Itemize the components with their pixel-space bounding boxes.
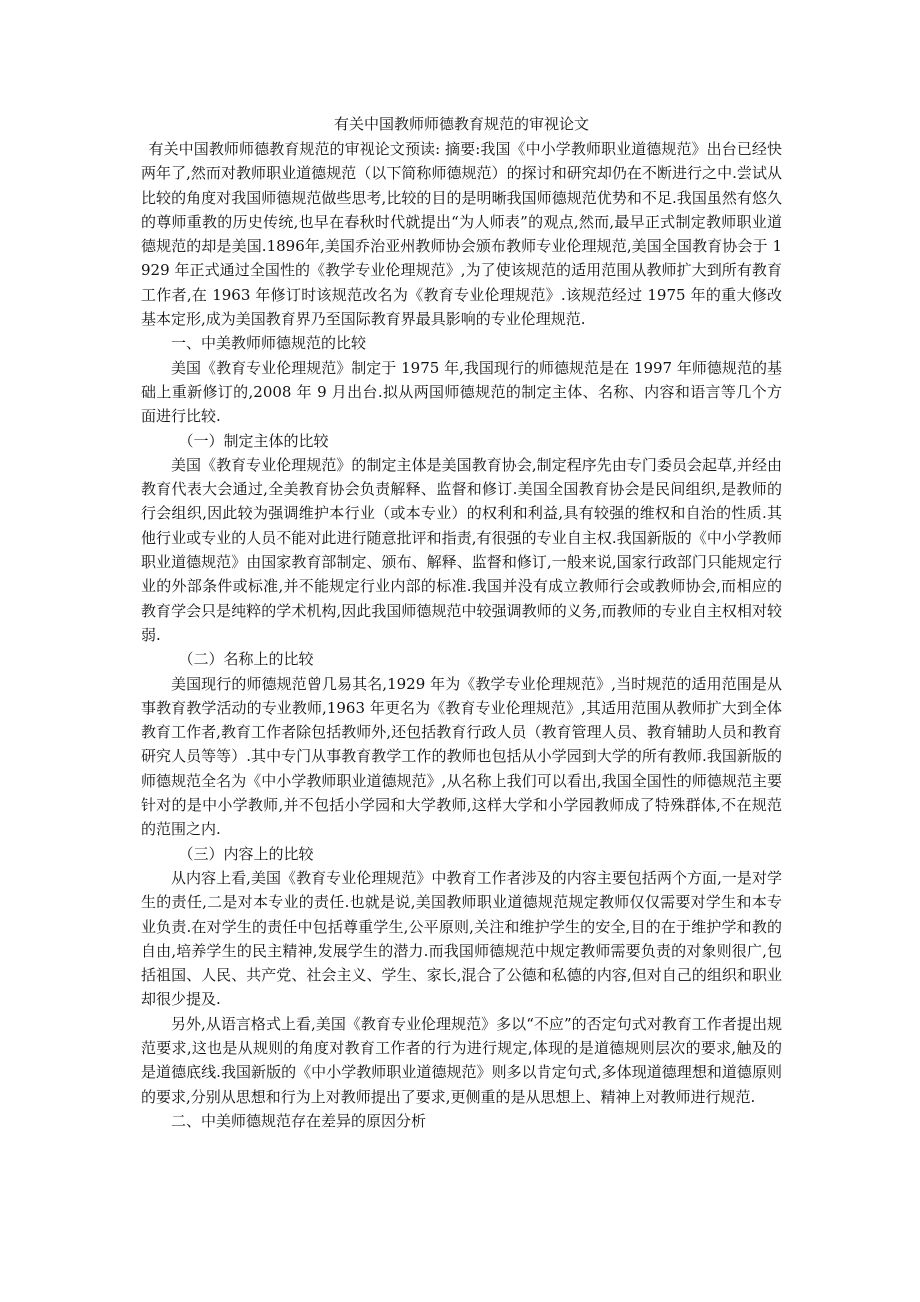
subsection1-paragraph: 美国《教育专业伦理规范》的制定主体是美国教育协会,制定程序先由专门委员会起草,并经由教育代表大会通过,全美教育协会负责解释、监督和修订.美国全国教育协会是民间组织,是教师的行会组织,因此较为强调维护本行业（或本专业）的权利和利益,具有较强的维权和自治的性质.其他行业或专业的人员不能对此进行随意批评和指责,有很强的专业自主权.我国新版的《中小学教师职业道德规范》由国家教育部制定、颁布、解释、监督和修订,一般来说,国家行政部门只能规定行业的外部条件或标准,并不能规定行业内部的标准.我国并没有成立教师行会或教师协会,而相应的教育学会只是纯粹的学术机构,因此我国师德规范中较强调教师的义务,而教师的专业自主权相对较弱.	[141, 455, 782, 644]
subsection3-paragraph-1: 从内容上看,美国《教育专业伦理规范》中教育工作者涉及的内容主要包括两个方面,一是对学生的责任,二是对本专业的责任.也就是说,美国教师职业道德规范规定教师仅仅需要对学生和本专业负责.在对学生的责任中包括尊重学生,公平原则,关注和维护学生的安全,目的在于维护学和教的自由,培养学生的民主精神,发展学生的潜力.而我国师德规范中规定教师需要负责的对象则很广,包括祖国、人民、共产党、社会主义、学生、家长,混合了公德和私德的内容,但对自己的组织和职业却很少提及.	[141, 868, 782, 1009]
subsection3-heading: （三）内容上的比较	[178, 844, 314, 863]
section2-heading: 二、中美师德规范存在差异的原因分析	[171, 1111, 427, 1130]
subsection2-paragraph: 美国现行的师德规范曾几易其名,1929 年为《教学专业伦理规范》,当时规范的适用范围是从事教育教学活动的专业教师,1963 年更名为《教育专业伦理规范》,其适用范围从教师扩大到全体教育工作者,教育工作者除包括教师外,还包括教育行政人员（教育管理人员、教育辅助人员和教育研究人员等等）.其中专门从事教育教学工作的教师也包括从小学园到大学的所有教师.我国新版的师德规范全名为《中小学教师职业道德规范》,从名称上我们可以看出,我国全国性的师德规范主要针对的是中小学教师,并不包括小学园和大学教师,这样大学和小学园教师成了特殊群体,不在规范的范围之内.	[141, 674, 782, 839]
document-page	[141, 112, 782, 1133]
subsection2-heading: （二）名称上的比较	[178, 650, 314, 669]
subsection3-paragraph-2: 另外,从语言格式上看,美国《教育专业伦理规范》多以“不应”的否定句式对教育工作者提出规范要求,这也是从规则的角度对教育工作者的行为进行规定,体现的是道德规则层次的要求,触及的是道德底线.我国新版的《中小学教师职业道德规范》则多以肯定句式,多体现道德理想和道德原则的要求,分别从思想和行为上对教师提出了要求,更侧重的是从思想上、精神上对教师进行规范.	[141, 1014, 782, 1106]
section1-heading: 一、中美教师师德规范的比较	[171, 334, 367, 353]
intro-paragraph: 有关中国教师师德教育规范的审视论文预读: 摘要:我国《中小学教师职业道德规范》出台已经快两年了,然而对教师职业道德规范（以下简称师德规范）的探讨和研究却仍在不断进行之中.尝试从比较的角度对我国师德规范做些思考,比较的目的是明晰我国师德规范优势和不足.我国虽然有悠久的尊师重教的历史传统,也早在春秋时代就提出“为人师表”的观点,然而,最早正式制定教师职业道德规范的却是美国.1896年,美国乔治亚州教师协会颁布教师专业伦理规范,美国全国教育协会于 1929 年正式通过全国性的《教学专业伦理规范》,为了使该规范的适用范围从教师扩大到所有教育工作者,在 1963 年修订时该规范改名为《教育专业伦理规范》.该规范经过 1975 年的重大修改基本定形,成为美国教育界乃至国际教育界最具影响的专业伦理规范.	[141, 140, 782, 329]
subsection1-heading: （一）制定主体的比较	[178, 431, 329, 450]
section1-paragraph: 美国《教育专业伦理规范》制定于 1975 年,我国现行的师德规范是在 1997 年师德规范的基础上重新修订的,2008 年 9 月出台.拟从两国师德规范的制定主体、名称、内容和语言等几个方面进行比较.	[141, 358, 782, 426]
document-title: 有关中国教师师德教育规范的审视论文	[333, 115, 589, 133]
